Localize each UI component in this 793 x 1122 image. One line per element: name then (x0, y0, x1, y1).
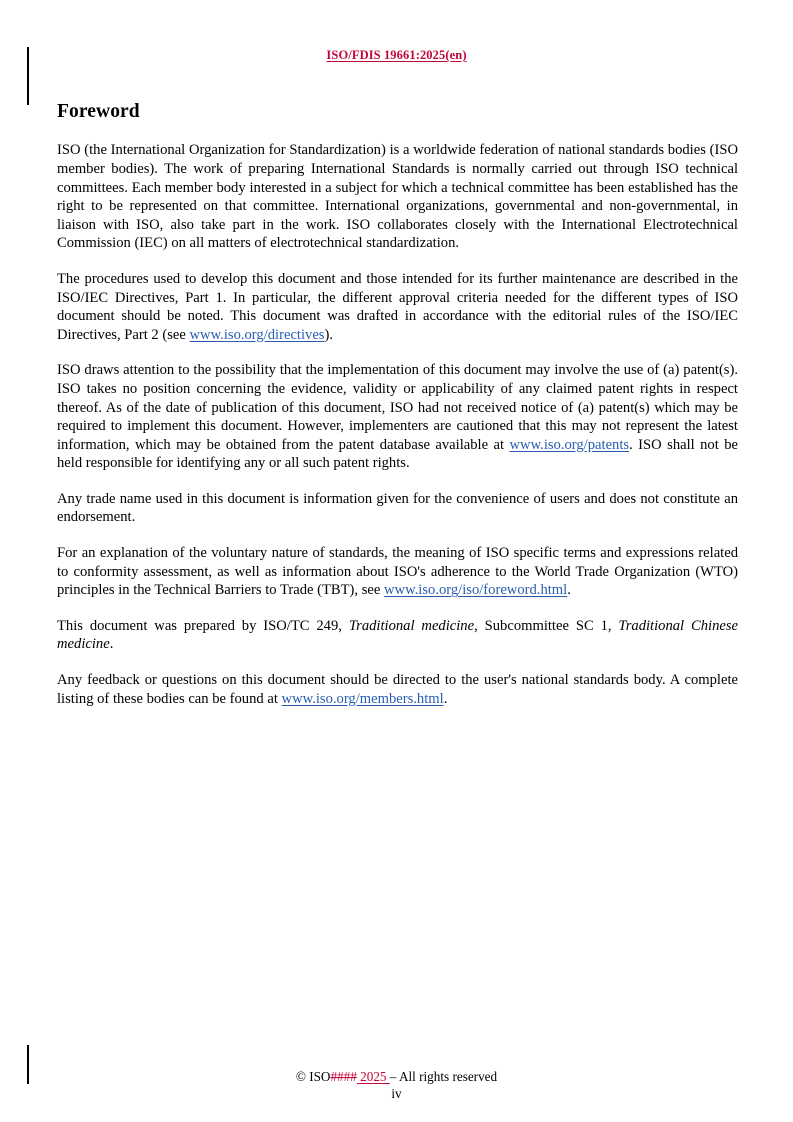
paragraph-patents-text-after: . ISO shall not be held responsible for identifying any or all such patent rights. (57, 436, 738, 472)
paragraph-procedures-text-after: ). (324, 326, 334, 343)
paragraph-voluntary-nature (57, 544, 738, 600)
page-title: Foreword (57, 101, 140, 122)
paragraph-procedures (57, 270, 738, 344)
paragraph-committee-text-before: This document was prepared by ISO/TC 249, (57, 617, 349, 634)
paragraph-committee-text-after: . (109, 636, 114, 653)
paragraph-patents-text-before: ISO draws attention to the possibility that the implementation of this document may involve the use of (a) patent(s). ISO takes no position concerning the evidence, validity or applicability of any claimed patent rights in respect thereof. As of the date of publication of this document, ISO had not received notice of (a) patent(s) which may be required to implement this document. However, implementers are cautioned that this may not represent the latest information, which may be obtained from the patent database available at (57, 362, 738, 453)
paragraph-committee (57, 617, 738, 654)
paragraph-voluntary-text-before: For an explanation of the voluntary nature of standards, the meaning of ISO specific terms and expressions related to conformity assessment, as well as information about ISO's adherence to the World Trade Organization (WTO) principles in the Technical Barriers to Trade (TBT), see (57, 545, 738, 599)
footer-copyright-prefix: © ISO (295, 1069, 331, 1084)
page-number: iv (391, 1086, 402, 1101)
footer-rights-suffix: – All rights reserved (389, 1069, 498, 1084)
link-iso-directives[interactable]: www.iso.org/directives (189, 326, 325, 343)
document-footer (0, 1068, 793, 1086)
paragraph-committee-text-middle: , Subcommittee SC 1, (474, 617, 619, 634)
paragraph-iso-definition: ISO (the International Organization for Standardization) is a worldwide federation of national standards bodies (ISO member bodies). The work of preparing International Standards is normally carried out through ISO technical committees. Each member body interested in a subject for which a technical committee has been established has the right to be represented on that committee. International organizations, governmental and non-governmental, in liaison with ISO, also take part in the work. ISO collaborates closely with the International Electrotechnical Commission (IEC) on all matters of electrotechnical standardization. (57, 142, 738, 252)
paragraph-procedures-text-before: The procedures used to develop this document and those intended for its further maintenance are described in the ISO/IEC Directives, Part 1. In particular, the different approval criteria needed for the different types of ISO document should be noted. This document was drafted in accordance with the editorial rules of the ISO/IEC Directives, Part 2 (see (57, 270, 738, 343)
footer-inserted-year: 2025 (356, 1069, 390, 1084)
paragraph-patents (57, 361, 738, 473)
link-iso-members[interactable]: www.iso.org/members.html (281, 690, 444, 707)
document-header-text: ISO/FDIS 19661:2025(en) (326, 48, 467, 62)
document-body (57, 100, 738, 708)
paragraph-feedback-text-before: Any feedback or questions on this document should be directed to the user's national standards body. A complete listing of these bodies can be found at (57, 672, 738, 707)
link-iso-foreword[interactable]: www.iso.org/iso/foreword.html (383, 582, 568, 599)
footer-deleted-year: #### (330, 1069, 357, 1084)
paragraph-feedback-text-after: . (443, 690, 448, 707)
document-header (0, 46, 793, 64)
committee-title-italic: Traditional medicine (348, 617, 475, 634)
paragraph-trade-name: Any trade name used in this document is information given for the convenience of users and does not constitute an endorsement. (57, 490, 738, 526)
paragraph-voluntary-text-after: . (567, 582, 571, 599)
paragraph-feedback (57, 671, 738, 708)
subcommittee-title-italic: Traditional Chinese medicine (57, 617, 739, 653)
link-iso-patents[interactable]: www.iso.org/patents (509, 436, 630, 453)
